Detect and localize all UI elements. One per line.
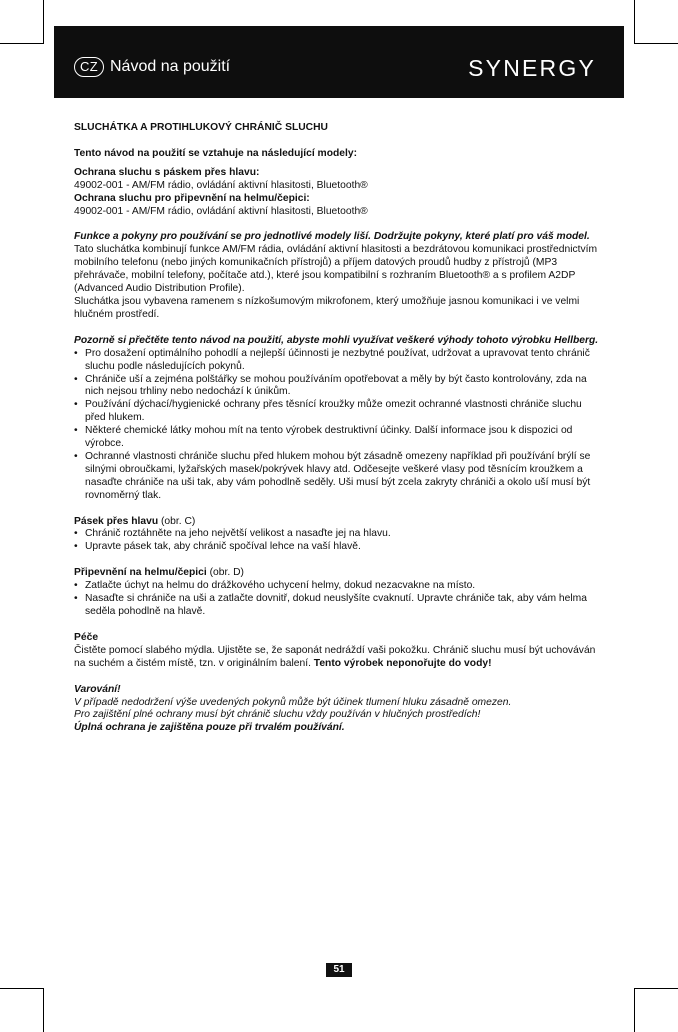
care-emphasis: Tento výrobek neponořujte do vody!	[313, 657, 492, 669]
headband-figure-ref: (obr. C)	[158, 515, 196, 527]
crop-mark	[634, 988, 635, 1032]
crop-mark	[43, 988, 44, 1032]
headband-list	[74, 528, 604, 554]
list-item: • Chránič roztáhněte na jeho největší velikost a nasaďte jej na hlavu.	[74, 528, 604, 541]
header-title: Návod na použití	[110, 58, 231, 75]
warning-list	[74, 348, 604, 503]
list-item: • Pro dosažení optimálního pohodlí a nejlepší účinnosti je nezbytné používat, udržovat a upravovat tento chránič sluchu podle následujících pokynů.	[74, 348, 604, 374]
brand-logo: SYNERGY	[468, 55, 596, 81]
helmet-list	[74, 580, 604, 619]
crop-mark	[0, 43, 44, 44]
model1-title: Ochrana sluchu s páskem přes hlavu:	[74, 166, 260, 178]
crop-mark	[634, 43, 678, 44]
caution-line-3: Úplná ochrana je zajištěna pouze při trvalém používání.	[74, 722, 345, 734]
model2-title: Ochrana sluchu pro připevnění na helmu/čepici:	[74, 192, 310, 204]
language-badge: CZ	[74, 57, 104, 77]
crop-mark	[634, 0, 635, 44]
care-title: Péče	[74, 631, 99, 643]
care-paragraph	[74, 645, 604, 671]
page-number: 51	[326, 963, 352, 977]
crop-mark	[43, 0, 44, 44]
list-item: • Ochranné vlastnosti chrániče sluchu před hlukem mohou být zásadně omezeny například při používání brýlí se silnými obroučkami, lyžařských masek/pokrývek hlavy atd. Odčesejte veškeré vlasy pod těsnícím kroužkem a nasaďte chrániče na uši tak, aby vám pohodlně seděly. Uši musí být zcela zakryty chrániči a okolo uší musí být rovnoměrný tlak.	[74, 451, 604, 503]
headband-section-title	[74, 516, 604, 529]
list-item: • Zatlačte úchyt na helmu do drážkového uchycení helmy, dokud nezacvakne na místo.	[74, 580, 604, 593]
helmet-figure-ref: (obr. D)	[206, 567, 244, 579]
headband-title: Pásek přes hlavu	[74, 515, 159, 527]
list-item: • Nasaďte si chrániče na uši a zatlačte dovnitř, dokud neuslyšíte cvaknutí. Upravte chrániče tak, aby vám helma seděla pohodlně na hlavě.	[74, 593, 604, 619]
list-item: • Některé chemické látky mohou mít na tento výrobek destruktivní účinky. Další informace jsou k dispozici od výrobce.	[74, 425, 604, 451]
caution-line-2: Pro zajištění plné ochrany musí být chránič sluchu vždy používán v hlučných prostředích!	[74, 709, 481, 721]
crop-mark	[0, 988, 44, 989]
helmet-title: Připevnění na helmu/čepici	[74, 567, 207, 579]
model1-description: 49002-001 - AM/FM rádio, ovládání aktivní hlasitosti, Bluetooth®	[74, 179, 368, 191]
helmet-section-title	[74, 567, 604, 580]
list-item: • Upravte pásek tak, aby chránič spočíval lehce na vaší hlavě.	[74, 541, 604, 554]
document-heading: SLUCHÁTKA A PROTIHLUKOVÝ CHRÁNIČ SLUCHU	[74, 122, 328, 133]
note-heading: Funkce a pokyny pro používání se pro jednotlivé modely liší. Dodržujte pokyny, které platí pro váš model.	[74, 231, 590, 243]
note-paragraph-1: Tato sluchátka kombinují funkce AM/FM rádia, ovládání aktivní hlasitosti a bezdrátovou komunikaci prostřednictvím mobilního telefonu (nebo jiných komunikačních přístrojů) a příjem datových proudů hudby z přístrojů (MP3 přehrávače, mobilní telefony, počítače atd.), které jsou kompatibilní s rozhraním Bluetooth® a s profilem A2DP (Advanced Audio Distribution Profile).	[74, 244, 598, 295]
document-body	[74, 122, 604, 735]
header-band	[54, 26, 624, 98]
list-item: • Chrániče uší a zejména polštářky se mohou používáním opotřebovat a měly by být často kontrolovány, zda na nich nejsou trhliny nebo nedochází k únikům.	[74, 374, 604, 400]
note-paragraph-2: Sluchátka jsou vybavena ramenem s nízkošumovým mikrofonem, který umožňuje jasnou komunikaci i ve velmi hlučném prostředí.	[74, 295, 580, 320]
warning-heading: Pozorně si přečtěte tento návod na použití, abyste mohli využívat veškeré výhody tohoto výrobku Hellberg.	[74, 334, 599, 346]
model2-description: 49002-001 - AM/FM rádio, ovládání aktivní hlasitosti, Bluetooth®	[74, 205, 368, 217]
caution-title: Varování!	[74, 683, 121, 695]
list-item: • Používání dýchací/hygienické ochrany přes těsnící kroužky může omezit ochranné vlastnosti chrániče sluchu před hlukem.	[74, 399, 604, 425]
crop-mark	[634, 988, 678, 989]
models-intro: Tento návod na použití se vztahuje na následující modely:	[74, 147, 358, 159]
care-text: Čistěte pomocí slabého mýdla. Ujistěte se, že saponát nedráždí vaši pokožku. Chránič sluchu musí být uchováván na suchém a čistém místě, tzn. v originálním balení.	[74, 644, 596, 669]
caution-line-1: V případě nedodržení výše uvedených pokynů může být účinek tlumení hluku zásadně omezen.	[74, 696, 512, 708]
